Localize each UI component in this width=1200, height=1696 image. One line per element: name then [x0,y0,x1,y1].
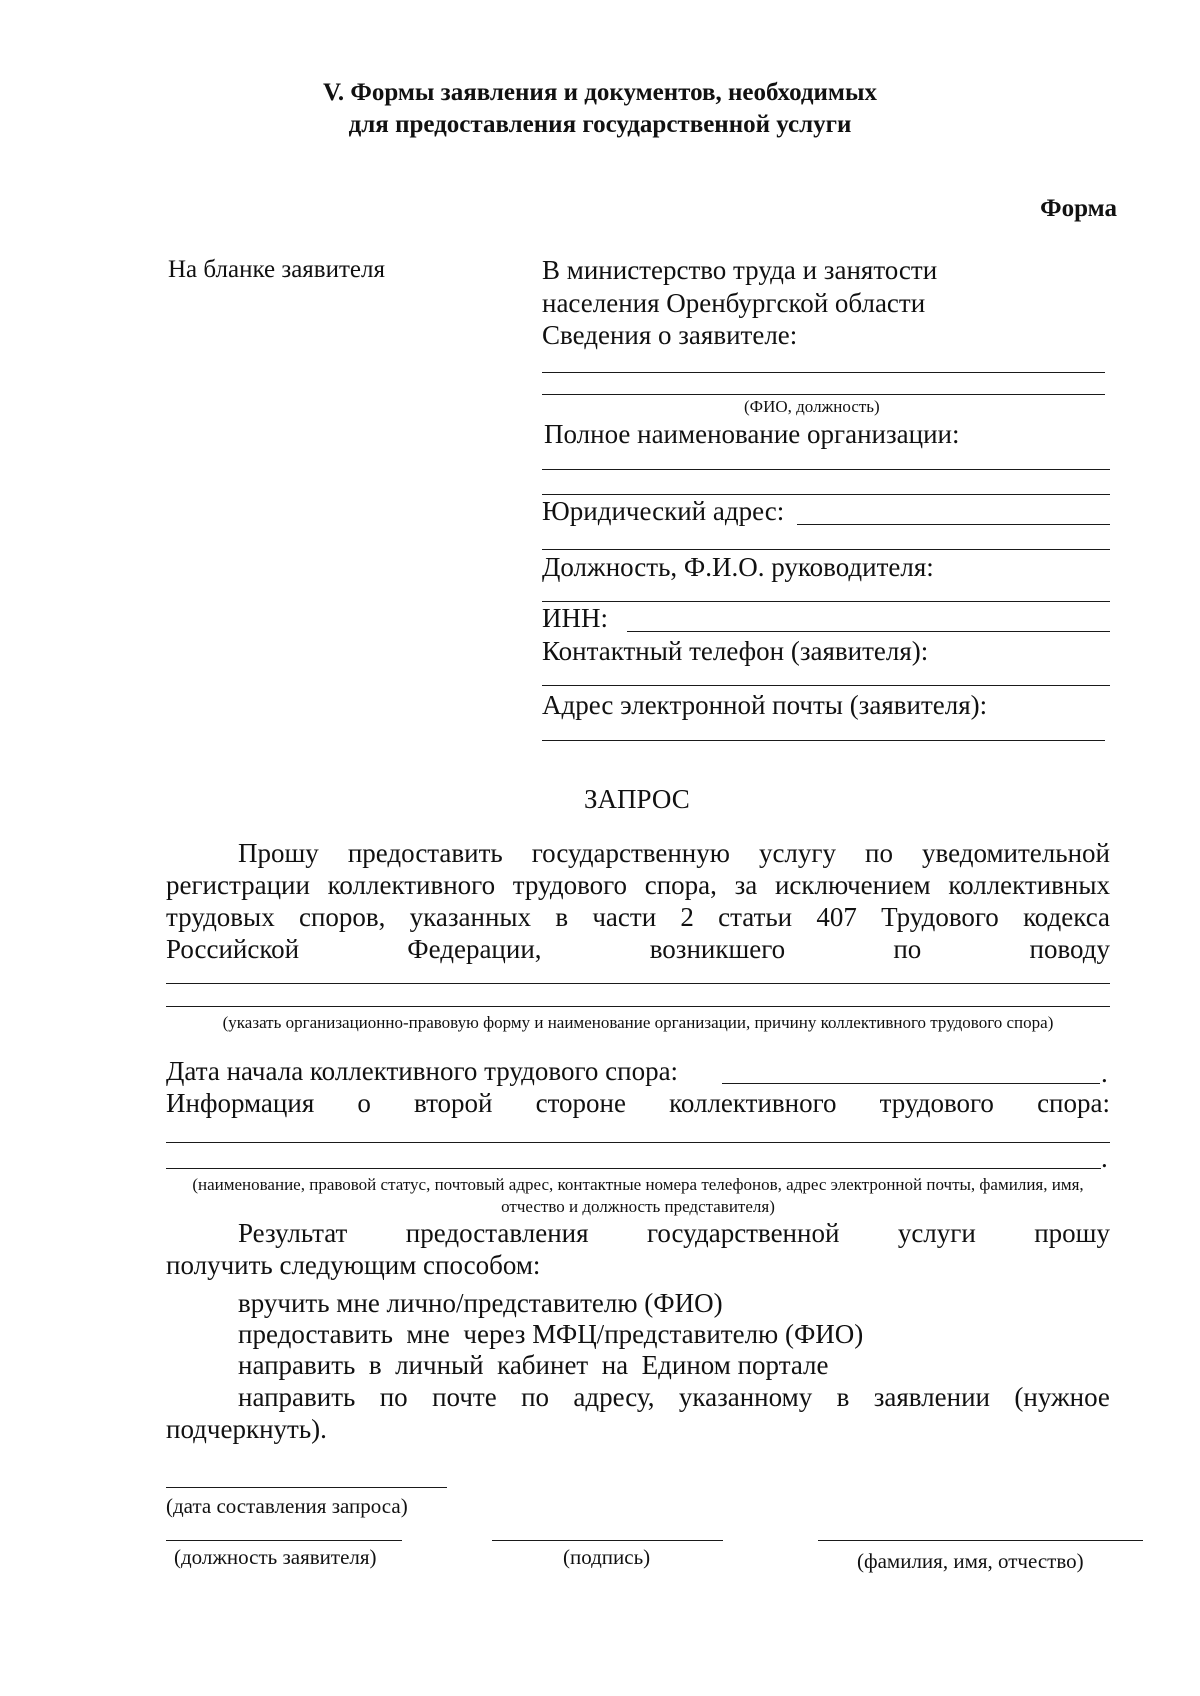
word: поводу [1029,934,1110,964]
word: кодекса [1023,902,1110,932]
word: Результат [238,1218,348,1248]
section-title-line2: для предоставления государственной услуги [348,111,852,138]
word: регистрации [166,870,310,900]
word: уведомительной [922,838,1110,868]
addressee-line1: В министерство труда и занятости [542,255,938,285]
second-party-period: . [1101,1143,1108,1173]
word: по [521,1382,550,1412]
second-party-line-2[interactable] [166,1168,1101,1169]
word: 2 [680,902,694,932]
word: коллективного [327,870,496,900]
reason-line-1[interactable] [166,983,1110,984]
second-party-caption: (наименование, правовой статус, почтовый адрес, контактные номера телефонов, адрес электронной почты, фамилия, имя, отчество и должность представителя) [192,1175,1084,1217]
head-position-line[interactable] [542,601,1110,602]
word: предоставления [405,1218,589,1248]
word: исключением [774,870,931,900]
word: спора, [644,870,717,900]
word: услуги [897,1218,976,1248]
word: коллективного [669,1088,837,1118]
request-para-line2 [166,872,1110,899]
option-in-person[interactable]: вручить мне лично/представителю (ФИО) [238,1288,723,1318]
org-name-line-1[interactable] [542,469,1110,470]
request-para-line3 [166,904,1110,931]
word: 407 [816,902,857,932]
addressee-line2: населения Оренбургской области [542,288,926,318]
org-name-line-2[interactable] [542,494,1110,495]
legal-address-line-1[interactable] [797,524,1110,525]
word: услугу [758,838,836,868]
word: указанных [409,902,532,932]
word: части [592,902,657,932]
phone-label: Контактный телефон (заявителя): [542,636,929,666]
word: почте [432,1382,497,1412]
word: второй [414,1088,493,1118]
word: по [893,934,922,964]
word: Федерации, [407,934,542,964]
position-line[interactable] [166,1540,402,1541]
word: Информация [166,1088,315,1118]
applicant-info-label: Сведения о заявителе: [542,320,798,350]
applicant-fio-line-1[interactable] [542,372,1105,373]
legal-address-label: Юридический адрес: [542,496,785,526]
section-title-line1: V. Формы заявления и документов, необходимых [323,79,877,106]
date-start-period: . [1101,1058,1108,1088]
word: Трудового [881,902,999,932]
date-start-line[interactable] [722,1083,1100,1084]
word: за [734,870,758,900]
date-start-label: Дата начала коллективного трудового спора: [166,1056,679,1086]
head-position-label: Должность, Ф.И.О. руководителя: [542,552,934,582]
word: трудовых [166,902,275,932]
signature-line[interactable] [492,1540,723,1541]
position-caption: (должность заявителя) [174,1545,377,1569]
form-label: Форма [1040,195,1117,222]
word: государственную [531,838,730,868]
word: о [357,1088,371,1118]
email-line[interactable] [542,740,1105,741]
request-title: ЗАПРОС [584,784,690,814]
word: прошу [1034,1218,1110,1248]
date-line[interactable] [166,1487,447,1488]
word: по [865,838,893,868]
word: Российской [166,934,300,964]
word: по [379,1382,408,1412]
word: направить [238,1382,356,1412]
word: спора: [1037,1088,1110,1118]
word: статьи [718,902,793,932]
email-label: Адрес электронной почты (заявителя): [542,690,988,720]
word: трудового [879,1088,994,1118]
word: адресу, [573,1382,655,1412]
word: (нужное [1014,1382,1110,1412]
org-name-label: Полное наименование организации: [544,419,960,449]
word: коллективных [948,870,1110,900]
option-mail[interactable] [238,1384,1110,1411]
fio-caption: (ФИО, должность) [744,397,880,416]
name-caption: (фамилия, имя, отчество) [857,1549,1084,1573]
option-mfc[interactable]: предоставить мне через МФЦ/представителю (ФИО) [238,1319,864,1349]
name-line[interactable] [818,1540,1143,1541]
applicant-fio-line-2[interactable] [542,394,1105,395]
word: государственной [646,1218,840,1248]
word: заявлении [873,1382,990,1412]
word: Прошу [238,838,319,868]
word: указанному [678,1382,813,1412]
signature-caption: (подпись) [563,1545,651,1569]
date-caption: (дата составления запроса) [166,1494,408,1518]
word: трудового [512,870,628,900]
request-para-line4 [166,936,1110,963]
result-line2: получить следующим способом: [166,1250,541,1280]
reason-line-2[interactable] [166,1006,1110,1007]
second-party-line [166,1090,1110,1117]
word: возникшего [649,934,786,964]
second-party-line-1[interactable] [166,1142,1110,1143]
blank-note: На бланке заявителя [168,256,385,283]
request-para-line1 [238,840,1110,867]
option-portal[interactable]: направить в личный кабинет на Едином портале [238,1350,829,1380]
inn-label: ИНН: [542,603,608,633]
option-mail-end: подчеркнуть). [166,1414,327,1444]
result-line1 [238,1220,1110,1247]
word: споров, [298,902,386,932]
word: стороне [535,1088,626,1118]
inn-line[interactable] [627,631,1110,632]
word: в [836,1382,850,1412]
word: в [555,902,569,932]
legal-address-line-2[interactable] [542,549,1110,550]
reason-caption: (указать организационно-правовую форму и наименование организации, причину коллективного трудового спора) [222,1013,1054,1032]
word: предоставить [347,838,503,868]
phone-line[interactable] [542,685,1110,686]
